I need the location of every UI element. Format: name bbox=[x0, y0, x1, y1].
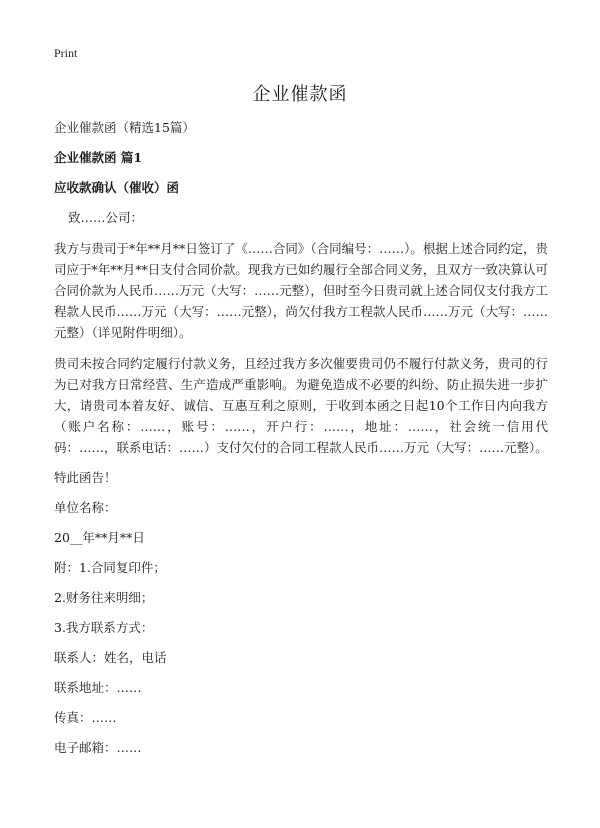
document-subtitle: 企业催款函（精选15篇） bbox=[54, 120, 195, 135]
list-item-email: 电子邮箱：…… bbox=[54, 740, 142, 755]
list-item-attachment-1: 附：1.合同复印件； bbox=[54, 560, 166, 575]
document-body bbox=[54, 118, 548, 768]
closing-line: 特此函告！ bbox=[54, 470, 117, 485]
list-item-contact: 联系人：姓名，电话 bbox=[54, 650, 167, 665]
list-item-address: 联系地址：…… bbox=[54, 680, 142, 695]
list-item-date: 20__年**月**日 bbox=[54, 530, 145, 545]
paragraph-1: 我方与贵司于*年**月**日签订了《……合同》（合同编号：……）。根据上述合同约定，贵司应于*年**月**日支付合同价款。现我方已如约履行全部合同义务，且双方一致决算认可合同价款为人民币……万元（大写：……元整），但时至今日贵司就上述合同仅支付我方工程款人民币……万元（大写：……元整），尚欠付我方工程款人民币……万元（大写：……元整）（详见附件明细）。 bbox=[54, 241, 548, 340]
salutation: 致……公司： bbox=[68, 210, 144, 225]
section-title: 企业催款函 篇1 bbox=[54, 150, 143, 165]
paragraph-2: 贵司未按合同约定履行付款义务，且经过我方多次催要贵司仍不履行付款义务，贵司的行为已对我方日常经营、生产造成严重影响。为避免造成不必要的纠纷、防止损失进一步扩大，请贵司本着友好、诚信、互惠互利之原则，于收到本函之日起10个工作日内向我方（账户名称：……，账号：……，开户行：……，地址：……，社会统一信用代码：……，联系电话：……）支付欠付的合同工程款人民币……万元（大写：……元整）。 bbox=[54, 356, 548, 455]
list-item-attachment-3: 3.我方联系方式： bbox=[54, 620, 154, 635]
document-title: 企业催款函 bbox=[252, 84, 348, 105]
print-link[interactable]: Print bbox=[54, 46, 78, 60]
list-item-company: 单位名称： bbox=[54, 500, 117, 515]
list-item-fax: 传真：…… bbox=[54, 710, 117, 725]
letter-title: 应收款确认（催收）函 bbox=[54, 180, 180, 195]
list-item-attachment-2: 2.财务往来明细； bbox=[54, 590, 154, 605]
